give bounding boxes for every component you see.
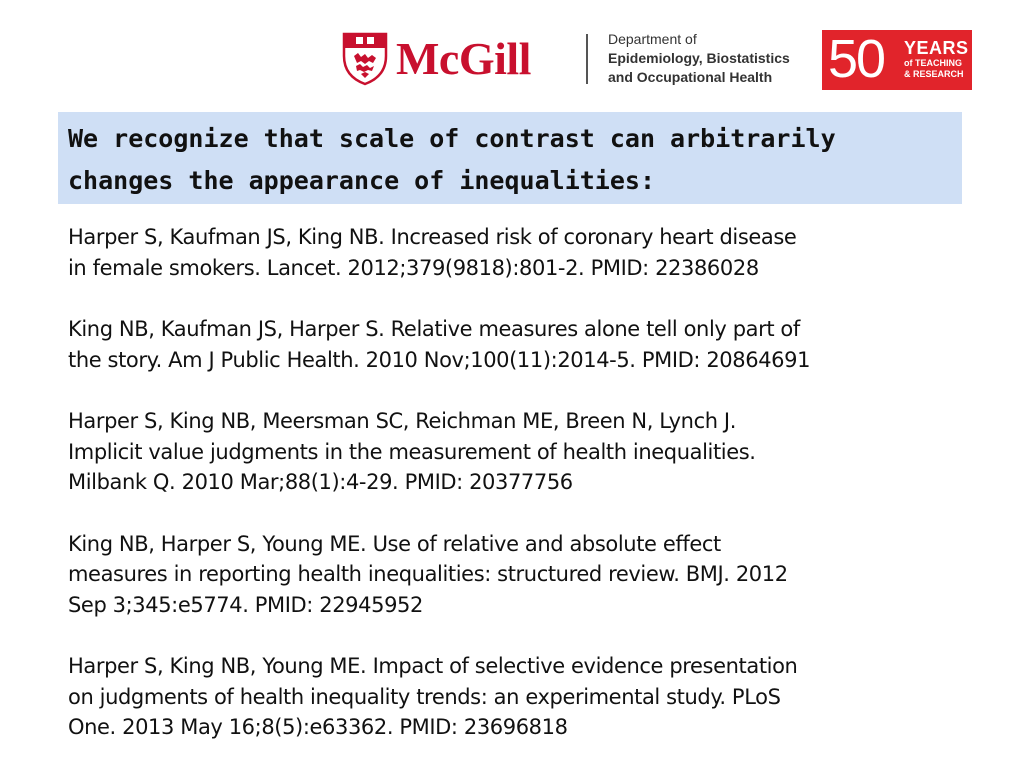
department-line-3: and Occupational Health: [608, 69, 773, 85]
anniversary-number: 50: [828, 29, 885, 89]
department-line-1: Department of: [608, 31, 697, 47]
mcgill-shield-icon: [342, 32, 388, 86]
reference-list: [68, 222, 968, 768]
anniversary-subtitle-2: & RESEARCH: [904, 69, 964, 79]
reference-item: King NB, Harper S, Young ME. Use of relative and absolute effect measures in reporting health inequalities: structured review. BMJ. 2012 Sep 3;345:e5774. PMID: 22945952: [68, 531, 788, 617]
reference-item: Harper S, Kaufman JS, King NB. Increased risk of coronary heart disease in female smokers. Lancet. 2012;379(9818):801-2. PMID: 22386028: [68, 225, 797, 280]
reference-item: Harper S, King NB, Young ME. Impact of selective evidence presentation on judgments of health inequality trends: an experimental study. PLoS One. 2013 May 16;8(5):e63362. PMID: 23696818: [68, 654, 798, 739]
anniversary-subtitle-1: of TEACHING: [904, 58, 962, 68]
slide-title: We recognize that scale of contrast can arbitrarily changes the appearance of inequalities:: [68, 124, 836, 195]
anniversary-years: YEARS: [904, 38, 969, 58]
header-logo-bar: [336, 22, 976, 98]
anniversary-text: [904, 38, 969, 80]
title-box: [58, 112, 962, 204]
reference-item: King NB, Kaufman JS, Harper S. Relative measures alone tell only part of the story. Am J Public Health. 2010 Nov;100(11):2014-5. PMID: 20864691: [68, 317, 811, 372]
department-line-2: Epidemiology, Biostatistics: [608, 50, 790, 66]
department-name: [608, 30, 790, 87]
reference-item: Harper S, King NB, Meersman SC, Reichman ME, Breen N, Lynch J. Implicit value judgments in the measurement of health inequalities. Milbank Q. 2010 Mar;88(1):4-29. PMID: 20377756: [68, 409, 756, 494]
logo-divider: [586, 34, 588, 84]
mcgill-wordmark: McGill: [396, 33, 531, 84]
fifty-years-badge: [822, 30, 972, 90]
